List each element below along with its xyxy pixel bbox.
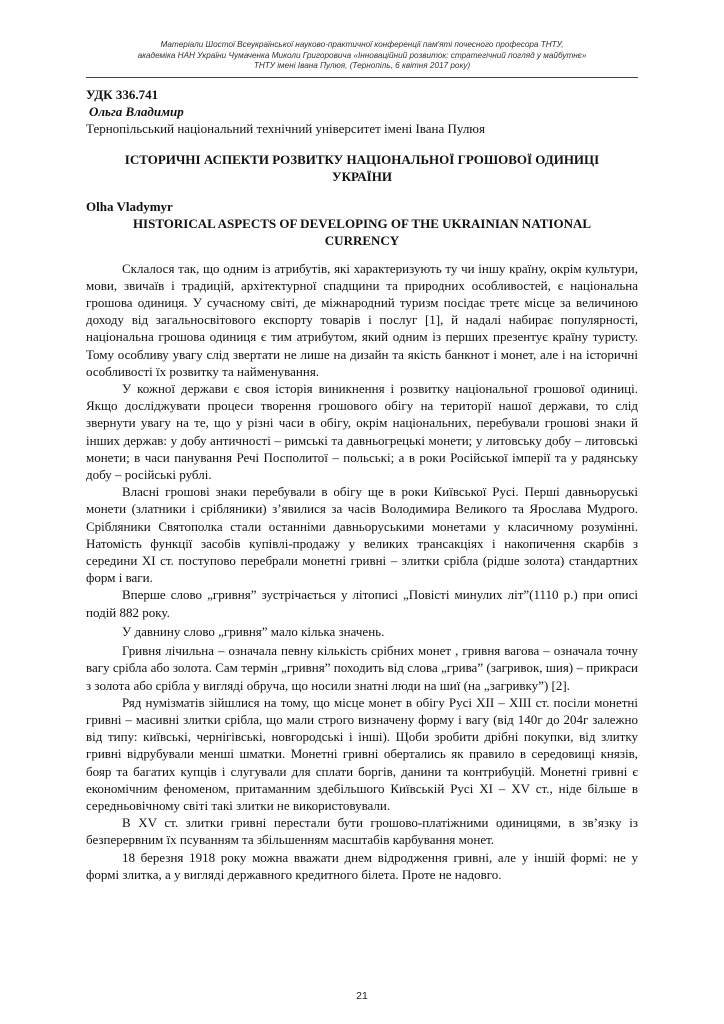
paragraph: 18 березня 1918 року можна вважати днем відродження гривні, але у іншій формі: не у формі злитка, а у вигляді державного кредитного білета. Проте не надовго. (86, 849, 638, 882)
paragraph: Власні грошові знаки перебували в обігу ще в роки Київської Русі. Перші давньоруські монети (златники і срібляники) з’явилися за часів Володимира Великого та Ярослава Мудрого. Срібляники Святополка стали останніми давньоруськими монетами у класичному розумінні. Натомість функції засобів купівлі-продажу у великих трансакціях і накопичення скарбів з середини ХІ ст. поступово перебрали монетні гривні – злитки срібла (рідше золота) стандартних форм і ваги. (86, 484, 638, 586)
article-text (86, 260, 638, 883)
paragraph: У давнину слово „гривня” мало кілька значень. (122, 623, 385, 639)
paragraph: В XV ст. злитки гривні перестали бути грошово-платіжними одиницями, в зв’язку із безперервним їх псуванням та збільшенням масштабів карбування монет. (86, 815, 638, 848)
header-line-1: Матеріали Шостої Всеукраїнської науково-практичної конференції пам'яті почесного професора ТНТУ, (160, 40, 564, 49)
paragraph: У кожної держави є своя історія виникнення і розвитку національної грошової одиниці. Якщо досліджувати процеси творення грошового обігу на території нашої держави, то слід звернути увагу на те, що у різні часи в обігу, окрім національних, перебували грошові знаки й інших держав: у добу античності – римські та давньогрецькі монети; у литовську добу – литовські монети; в часи панування Речі Посполитої – польські; а в роки Російської імперії та у радянську добу – російські рублі. (86, 381, 638, 483)
author-name-en: Olha Vladymyr (86, 199, 173, 215)
article-body (86, 86, 638, 883)
author-name-ua: Ольга Владимир (89, 104, 184, 120)
author-affiliation: Тернопільський національний технічний університет імені Івана Пулюя (86, 121, 485, 137)
page-number: 21 (356, 990, 368, 1002)
header-divider (86, 77, 638, 78)
article-title-ua: ІСТОРИЧНІ АСПЕКТИ РОЗВИТКУ НАЦІОНАЛЬНОЇ ГРОШОВОЇ ОДИНИЦІ УКРАЇНИ (124, 151, 600, 184)
conference-header (96, 40, 628, 72)
paragraph: Ряд нумізматів зійшлися на тому, що місце монет в обігу Русі ХІІ – ХІІІ ст. посіли монетні гривні – масивні злитки срібла, що мали строго визначену форму і вагу (від 140г до 204г залежно від типу: київські, чернігівські, новгородські і інші). Щоби зробити дрібні покупки, від злитку гривні відрубували менші шматки. Монетні гривні обертались як правило в середовищі князів, бояр та багатих купців і слугували для сплати боргів, данини та контрибуцій. Монетні гривні є економічним феноменом, притаманним здебільшого Київській Русі ХІ – XV ст., ніде більше в середньовічному світі такі злитки не використовували. (86, 694, 638, 813)
udc-code: УДК 336.741 (86, 87, 159, 102)
paragraph: Вперше слово „гривня” зустрічається у літописі „Повісті минулих літ”(1110 р.) при описі подій 882 року. (86, 587, 638, 620)
header-line-3: ТНТУ імені Івана Пулюя, (Тернопіль, 6 квітня 2017 року) (253, 61, 471, 70)
article-title-en: HISTORICAL ASPECTS OF DEVELOPING OF THE UKRAINIAN NATIONAL CURRENCY (132, 216, 592, 249)
header-line-2: академіка НАН України Чумаченка Миколи Григоровича «Інноваційний розвиток: стратегічний погляд у майбутнє» (137, 50, 587, 60)
paragraph: Склалося так, що одним із атрибутів, які характеризують ту чи іншу країну, окрім культури, мови, звичаїв і традицій, архітектурної спадщини та природних особливостей, є національна грошова одиниця. У сучасному світі, де міжнародний туризм посідає третє місце за величиною доходу від загальносвітового експорту товарів і послуг [1], й надалі набирає популярності, національна грошова одиниця є тим атрибутом, який одним із перших презентує країну туристу. Тому особливу увагу слід звертати не лише на дизайн та якість банкнот і монет, але і на історичні особливості їх розвитку та найменування. (86, 260, 638, 379)
paragraph: Гривня лічильна – означала певну кількість срібних монет , гривня вагова – означала точну вагу срібла або золота. Сам термін „гривня” походить від слова „грива” (загривок, шия) – прикраси з золота або срібла у вигляді обруча, що носили знатні люди на шиї (на „загривку”) [2]. (86, 643, 638, 693)
